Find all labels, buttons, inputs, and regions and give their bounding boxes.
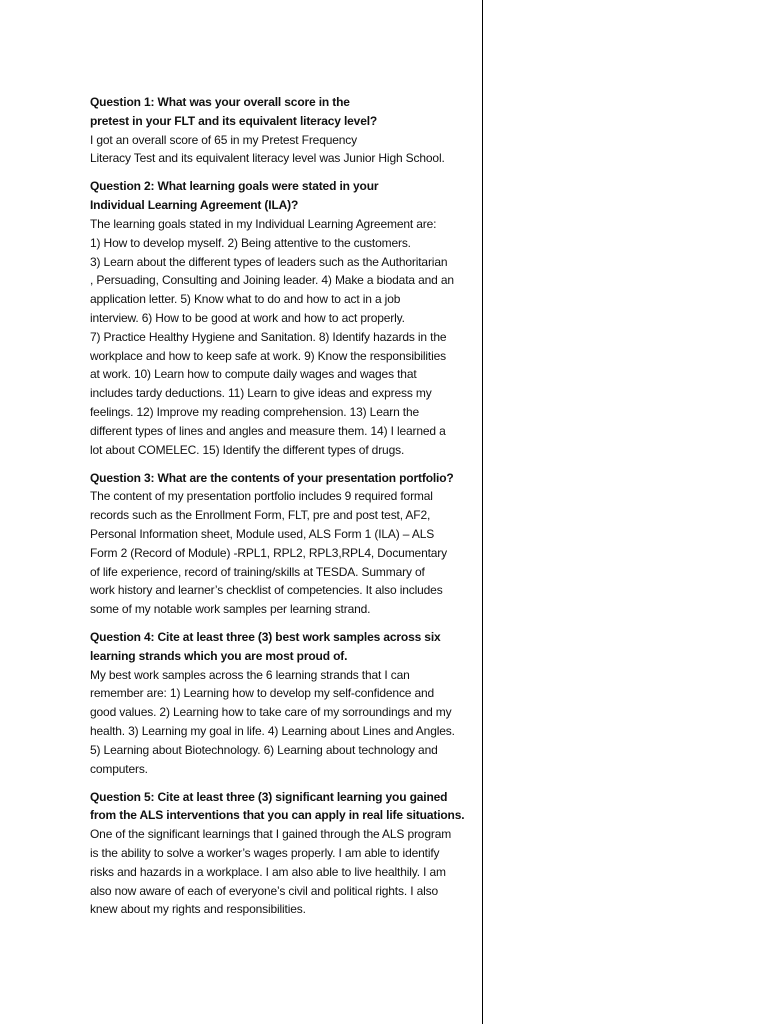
answer-line: health. 3) Learning my goal in life. 4) Learning about Lines and Angles.: [90, 724, 455, 739]
answer-line: lot about COMELEC. 15) Identify the different types of drugs.: [90, 442, 405, 457]
question-2: [90, 177, 490, 215]
answer-line: work history and learner’s checklist of competencies. It also includes: [90, 583, 443, 598]
answer-line: 7) Practice Healthy Hygiene and Sanitation. 8) Identify hazards in the: [90, 329, 447, 344]
answer-line: 5) Learning about Biotechnology. 6) Learning about technology and: [90, 742, 438, 757]
answer-5: [90, 825, 490, 919]
question-line: Question 4: Cite at least three (3) best work samples across six: [90, 630, 441, 645]
answer-line: Form 2 (Record of Module) -RPL1, RPL2, RPL3,RPL4, Documentary: [90, 545, 447, 560]
answer-line: I got an overall score of 65 in my Pretest Frequency: [90, 132, 357, 147]
answer-line: computers.: [90, 761, 148, 776]
question-line: Individual Learning Agreement (ILA)?: [90, 198, 299, 213]
answer-line: Personal Information sheet, Module used, ALS Form 1 (ILA) – ALS: [90, 526, 435, 541]
qa-section-5: [90, 788, 490, 920]
answer-line: workplace and how to keep safe at work. 9) Know the responsibilities: [90, 348, 446, 363]
answer-line: One of the significant learnings that I gained through the ALS program: [90, 827, 452, 842]
answer-line: knew about my rights and responsibilities.: [90, 902, 306, 917]
answer-2: [90, 215, 490, 459]
answer-line: feelings. 12) Improve my reading comprehension. 13) Learn the: [90, 404, 420, 419]
answer-line: The learning goals stated in my Individual Learning Agreement are:: [90, 216, 437, 231]
answer-line: records such as the Enrollment Form, FLT, pre and post test, AF2,: [90, 508, 431, 523]
answer-line: is the ability to solve a worker’s wages properly. I am able to identify: [90, 846, 440, 861]
question-3: [90, 469, 490, 488]
answer-line: of life experience, record of training/skills at TESDA. Summary of: [90, 564, 425, 579]
qa-section-1: [90, 93, 490, 168]
question-line: Question 2: What learning goals were stated in your: [90, 179, 379, 194]
answer-line: The content of my presentation portfolio includes 9 required formal: [90, 489, 433, 504]
answer-line: , Persuading, Consulting and Joining leader. 4) Make a biodata and an: [90, 273, 454, 288]
answer-line: good values. 2) Learning how to take care of my sorroundings and my: [90, 705, 452, 720]
answer-line: risks and hazards in a workplace. I am also able to live healthily. I am: [90, 864, 446, 879]
answer-3: [90, 487, 490, 619]
question-line: from the ALS interventions that you can apply in real life situations.: [90, 808, 465, 823]
answer-4: [90, 666, 490, 779]
qa-section-4: [90, 628, 490, 778]
question-line: Question 5: Cite at least three (3) significant learning you gained: [90, 789, 448, 804]
answer-line: 1) How to develop myself. 2) Being attentive to the customers.: [90, 235, 411, 250]
document-body: [90, 93, 490, 928]
answer-line: Literacy Test and its equivalent literacy level was Junior High School.: [90, 151, 445, 166]
answer-line: includes tardy deductions. 11) Learn to give ideas and express my: [90, 386, 432, 401]
qa-section-2: [90, 177, 490, 459]
answer-line: also now aware of each of everyone’s civil and political rights. I also: [90, 883, 438, 898]
answer-1: [90, 131, 490, 169]
answer-line: 3) Learn about the different types of leaders such as the Authoritarian: [90, 254, 448, 269]
question-line: Question 1: What was your overall score in the: [90, 95, 350, 109]
answer-line: My best work samples across the 6 learning strands that I can: [90, 667, 410, 682]
answer-line: different types of lines and angles and measure them. 14) I learned a: [90, 423, 446, 438]
answer-line: remember are: 1) Learning how to develop my self-confidence and: [90, 686, 435, 701]
qa-section-3: [90, 469, 490, 619]
page-edge-divider: [482, 0, 483, 1024]
question-4: [90, 628, 490, 666]
answer-line: at work. 10) Learn how to compute daily wages and wages that: [90, 367, 417, 382]
answer-line: interview. 6) How to be good at work and how to act properly.: [90, 310, 405, 325]
answer-line: some of my notable work samples per learning strand.: [90, 602, 371, 617]
question-line: Question 3: What are the contents of your presentation portfolio?: [90, 470, 454, 485]
question-5: [90, 788, 490, 826]
question-1: [90, 93, 490, 131]
question-line: pretest in your FLT and its equivalent literacy level?: [90, 113, 378, 128]
answer-line: application letter. 5) Know what to do and how to act in a job: [90, 292, 401, 307]
question-line: learning strands which you are most proud of.: [90, 648, 348, 663]
